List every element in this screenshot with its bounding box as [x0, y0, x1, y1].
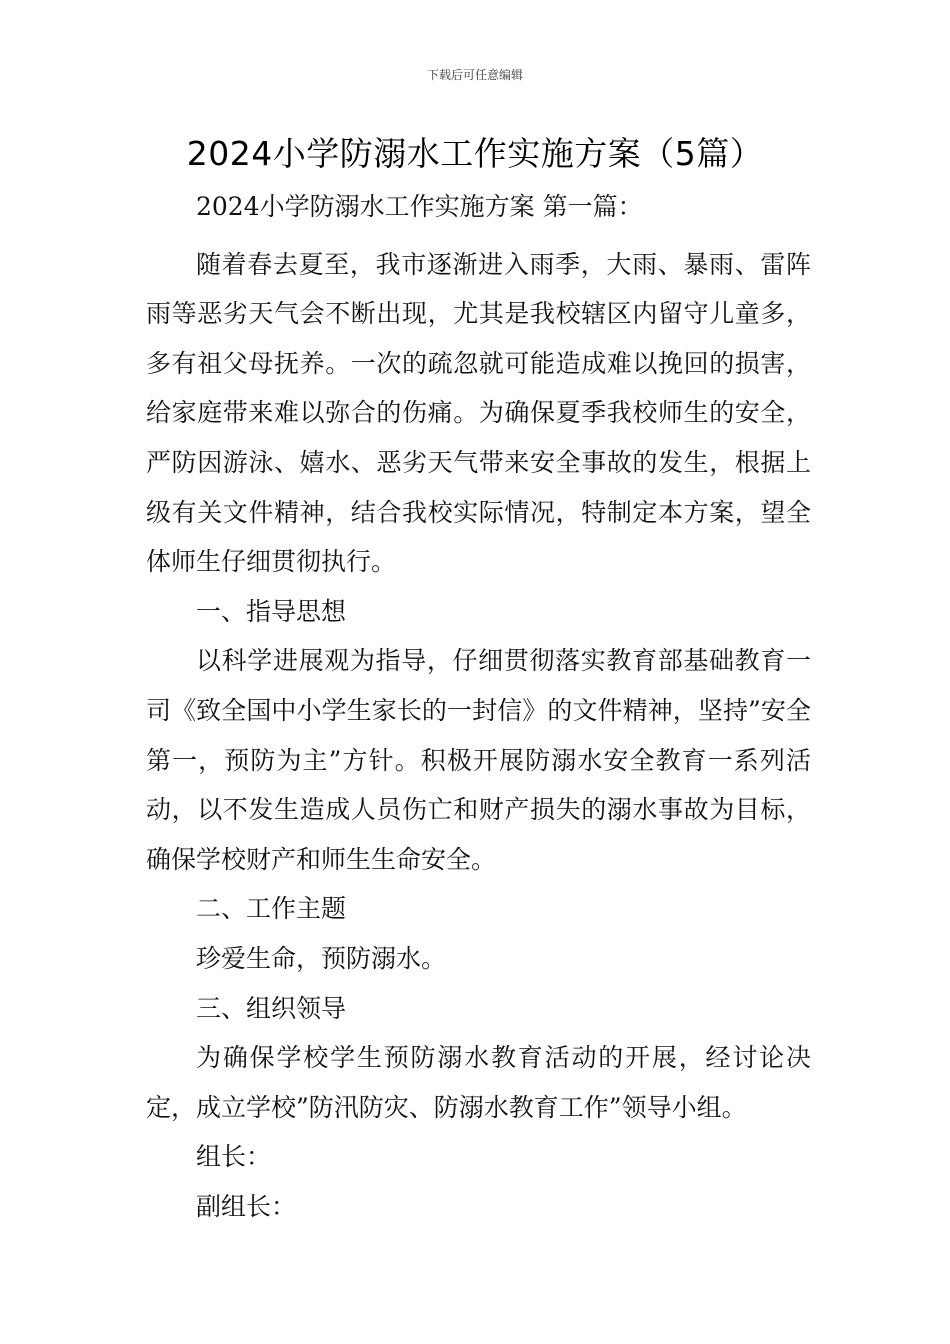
section-heading-work-theme: 二、工作主题 [196, 894, 347, 924]
document-body [146, 182, 811, 1231]
group-leader-line: 组长： [196, 1142, 272, 1172]
paragraph-intro: 随着春去夏至，我市逐渐进入雨季，大雨、暴雨、雷阵雨等恶劣天气会不断出现，尤其是我校辖区内留守儿童多，多有祖父母抚养。一次的疏忽就可能造成难以挽回的损害，给家庭带来难以弥合的伤痛。为确保夏季我校师生的安全，严防因游泳、嬉水、恶劣天气带来安全事故的发生，根据上级有关文件精神，结合我校实际情况，特制定本方案，望全体师生仔细贯彻执行。 [146, 249, 811, 577]
subtitle: 2024小学防溺水工作实施方案 第一篇： [196, 192, 643, 221]
deputy-group-leader-line: 副组长： [196, 1191, 297, 1221]
paragraph-guiding-thought: 以科学进展观为指导，仔细贯彻落实教育部基础教育一司《致全国中小学生家长的一封信》的文件精神，坚持”安全第一，预防为主”方针。积极开展防溺水安全教育一系列活动，以不发生造成人员伤亡和财产损失的溺水事故为目标，确保学校财产和师生生命安全。 [146, 646, 811, 874]
header-note: 下载后可任意编辑 [426, 68, 523, 82]
section-heading-guiding-thought: 一、指导思想 [196, 596, 347, 626]
paragraph-leadership: 为确保学校学生预防溺水教育活动的开展，经讨论决定，成立学校”防汛防灾、防溺水教育工作”领导小组。 [146, 1043, 811, 1122]
paragraph-work-theme: 珍爱生命，预防溺水。 [196, 943, 447, 973]
document-title: 2024小学防溺水工作实施方案（5篇） [186, 134, 764, 173]
section-heading-leadership: 三、组织领导 [196, 993, 347, 1023]
